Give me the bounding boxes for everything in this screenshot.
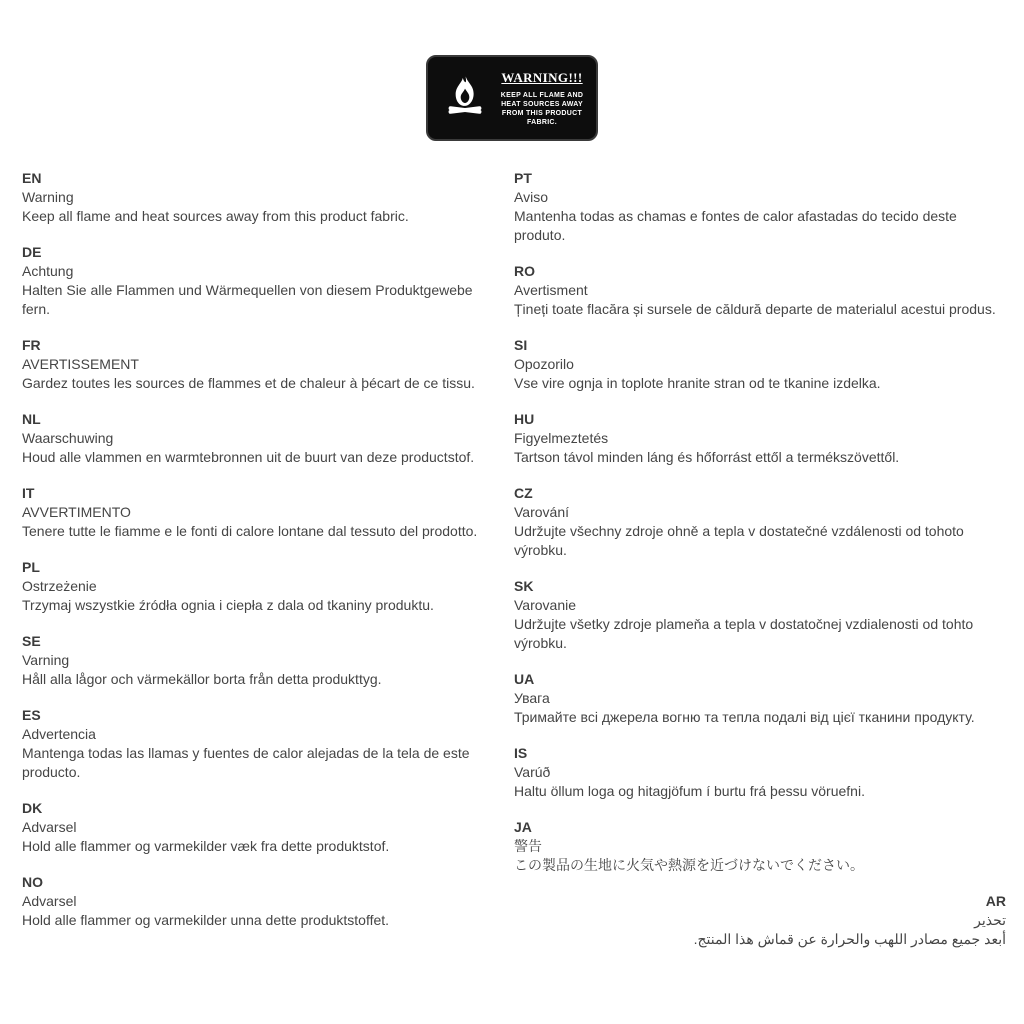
language-code: PL — [22, 559, 40, 575]
language-code: NO — [22, 874, 43, 890]
language-entry — [514, 670, 1006, 727]
left-column — [22, 169, 492, 966]
language-code: NL — [22, 411, 41, 427]
language-warning-word: Achtung — [22, 263, 74, 279]
language-entry — [514, 577, 1006, 653]
language-entry — [514, 892, 1006, 949]
language-code: CZ — [514, 485, 533, 501]
language-entry — [514, 744, 1006, 801]
language-warning-word: AVVERTIMENTO — [22, 504, 131, 520]
language-warning-text: Mantenha todas as chamas e fontes de calor afastadas do tecido deste produto. — [514, 208, 957, 243]
language-code: ES — [22, 707, 41, 723]
language-entry — [22, 243, 492, 319]
language-warning-word: Figyelmeztetés — [514, 430, 609, 446]
badge-line: HEAT SOURCES AWAY — [501, 100, 583, 108]
language-entry — [22, 799, 492, 856]
language-code: RO — [514, 263, 535, 279]
language-code: HU — [514, 411, 535, 427]
language-warning-word: 警告 — [514, 838, 542, 854]
language-warning-text: Тримайте всі джерела вогню та тепла подалі від цієї тканини продукту. — [514, 709, 975, 725]
language-warning-text: Țineți toate flacăra și sursele de căldură departe de materialul acestui produs. — [514, 301, 996, 317]
language-entry — [22, 632, 492, 689]
language-columns — [0, 169, 1024, 966]
language-warning-word: AVERTISSEMENT — [22, 356, 139, 372]
language-entry — [22, 558, 492, 615]
language-code: IT — [22, 485, 35, 501]
language-warning-word: تحذير — [974, 912, 1006, 928]
language-entry — [514, 262, 1006, 319]
language-warning-text: Tenere tutte le fiamme e le fonti di calore lontane dal tessuto del prodotto. — [22, 523, 478, 539]
language-code: EN — [22, 170, 42, 186]
language-warning-text: Mantenga todas las llamas y fuentes de calor alejadas de la tela de este producto. — [22, 745, 470, 780]
language-entry — [514, 484, 1006, 560]
language-entry — [514, 818, 1006, 875]
badge-line: FABRIC. — [526, 118, 558, 126]
right-column — [514, 169, 1006, 966]
warning-badge-plate — [426, 55, 598, 141]
language-entry — [22, 873, 492, 930]
language-code: FR — [22, 337, 41, 353]
language-warning-word: Avertisment — [514, 282, 588, 298]
language-warning-word: Varning — [22, 652, 70, 668]
language-code: DE — [22, 244, 42, 260]
language-code: UA — [514, 671, 535, 687]
language-code: AR — [985, 893, 1006, 909]
language-warning-text: Gardez toutes les sources de flammes et de chaleur à þécart de ce tissu. — [22, 375, 475, 391]
language-warning-text: Houd alle vlammen en warmtebronnen uit de buurt van deze productstof. — [22, 449, 475, 465]
language-code: IS — [514, 745, 528, 761]
campfire-flame-icon — [434, 71, 496, 125]
warning-badge — [0, 0, 1024, 141]
language-entry — [514, 410, 1006, 467]
language-warning-text: Keep all flame and heat sources away from this product fabric. — [22, 208, 409, 224]
language-warning-text: Udržujte všetky zdroje plameňa a tepla v dostatočnej vzdialenosti od tohto výrobku. — [514, 616, 974, 651]
language-code: SI — [514, 337, 528, 353]
language-warning-word: Waarschuwing — [22, 430, 114, 446]
badge-line: KEEP ALL FLAME AND — [500, 91, 584, 99]
language-warning-word: Varování — [514, 504, 569, 520]
language-warning-word: Varovanie — [514, 597, 577, 613]
language-entry — [22, 169, 492, 226]
language-warning-word: Warning — [22, 189, 74, 205]
language-warning-text: Hold alle flammer og varmekilder væk fra dette produktstof. — [22, 838, 390, 854]
language-entry — [22, 706, 492, 782]
language-warning-text: Haltu öllum loga og hitagjöfum í burtu frá þessu vöruefni. — [514, 783, 865, 799]
language-warning-word: Advarsel — [22, 819, 77, 835]
language-code: DK — [22, 800, 43, 816]
language-warning-text: Halten Sie alle Flammen und Wärmequellen von diesem Produktgewebe fern. — [22, 282, 473, 317]
language-warning-word: Увага — [514, 690, 550, 706]
language-entry — [514, 169, 1006, 245]
language-code: SK — [514, 578, 534, 594]
language-entry — [22, 484, 492, 541]
language-warning-text: この製品の生地に火気や熱源を近づけないでください。 — [514, 857, 864, 873]
language-warning-text: Udržujte všechny zdroje ohně a tepla v dostatečné vzdálenosti od tohoto výrobku. — [514, 523, 964, 558]
language-code: JA — [514, 819, 532, 835]
badge-title: WARNING!!! — [501, 69, 583, 85]
language-warning-word: Advertencia — [22, 726, 96, 742]
language-warning-text: Trzymaj wszystkie źródła ognia i ciepła z dala od tkaniny produktu. — [22, 597, 434, 613]
language-warning-text: Hold alle flammer og varmekilder unna dette produktstoffet. — [22, 912, 390, 928]
language-warning-word: Opozorilo — [514, 356, 574, 372]
language-warning-word: Advarsel — [22, 893, 77, 909]
language-warning-text: Vse vire ognja in toplote hranite stran od te tkanine izdelka. — [514, 375, 881, 391]
language-warning-word: Aviso — [514, 189, 548, 205]
language-warning-text: Håll alla lågor och värmekällor borta från detta produkttyg. — [22, 671, 382, 687]
language-entry — [514, 336, 1006, 393]
badge-line: FROM THIS PRODUCT — [501, 109, 583, 117]
language-code: SE — [22, 633, 41, 649]
language-warning-word: Varúð — [514, 764, 551, 780]
language-warning-word: Ostrzeżenie — [22, 578, 97, 594]
warning-badge-text — [496, 70, 588, 127]
language-entry — [22, 336, 492, 393]
language-entry — [22, 410, 492, 467]
language-warning-text: أبعد جميع مصادر اللهب والحرارة عن قماش هذا المنتج. — [693, 931, 1006, 947]
language-warning-text: Tartson távol minden láng és hőforrást ettől a termékszövettől. — [514, 449, 900, 465]
language-code: PT — [514, 170, 532, 186]
